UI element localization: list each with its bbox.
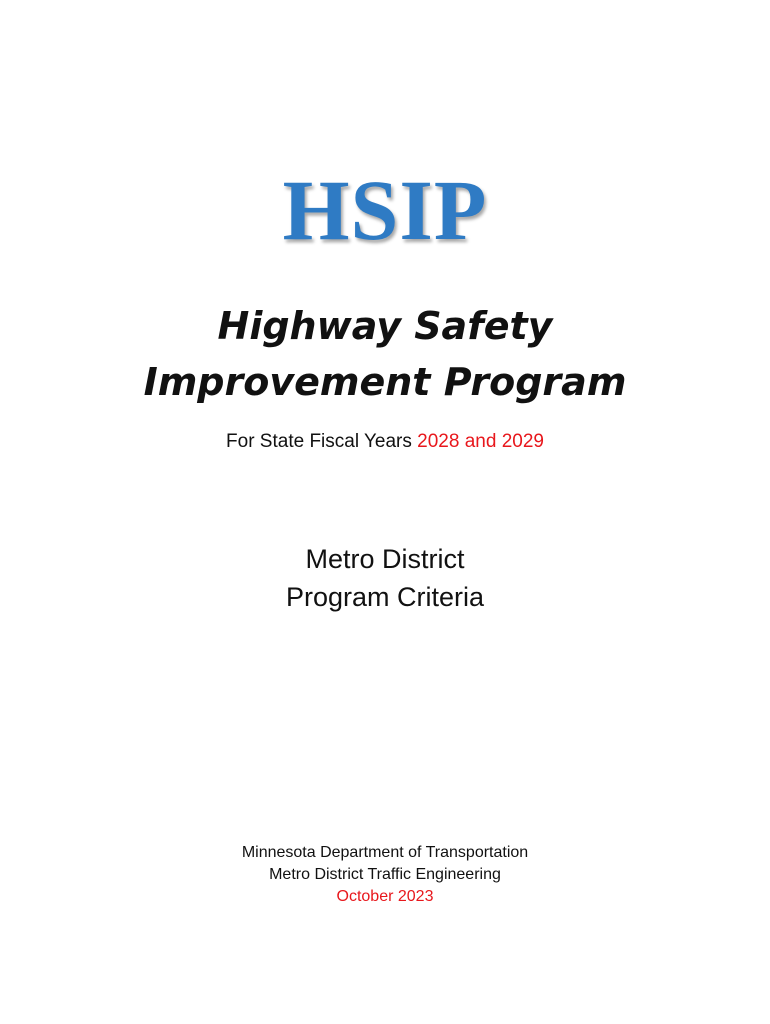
division-name: Metro District Traffic Engineering <box>269 866 501 883</box>
title-line-2: Improvement Program <box>143 360 627 404</box>
publication-date: October 2023 <box>336 888 434 905</box>
subtitle-line-2: Program Criteria <box>285 582 485 612</box>
subtitle-line-1: Metro District <box>305 544 465 574</box>
fiscal-years-line <box>0 428 770 456</box>
document-subtitle <box>0 540 770 616</box>
document-acronym: HSIP <box>282 162 488 258</box>
organization-name: Minnesota Department of Transportation <box>241 844 529 861</box>
title-line-1: Highway Safety <box>217 304 553 348</box>
fiscal-prefix: For State Fiscal Years <box>226 431 418 452</box>
document-title <box>0 298 770 410</box>
publisher-block <box>0 842 770 908</box>
fiscal-years: 2028 and 2029 <box>417 431 544 452</box>
